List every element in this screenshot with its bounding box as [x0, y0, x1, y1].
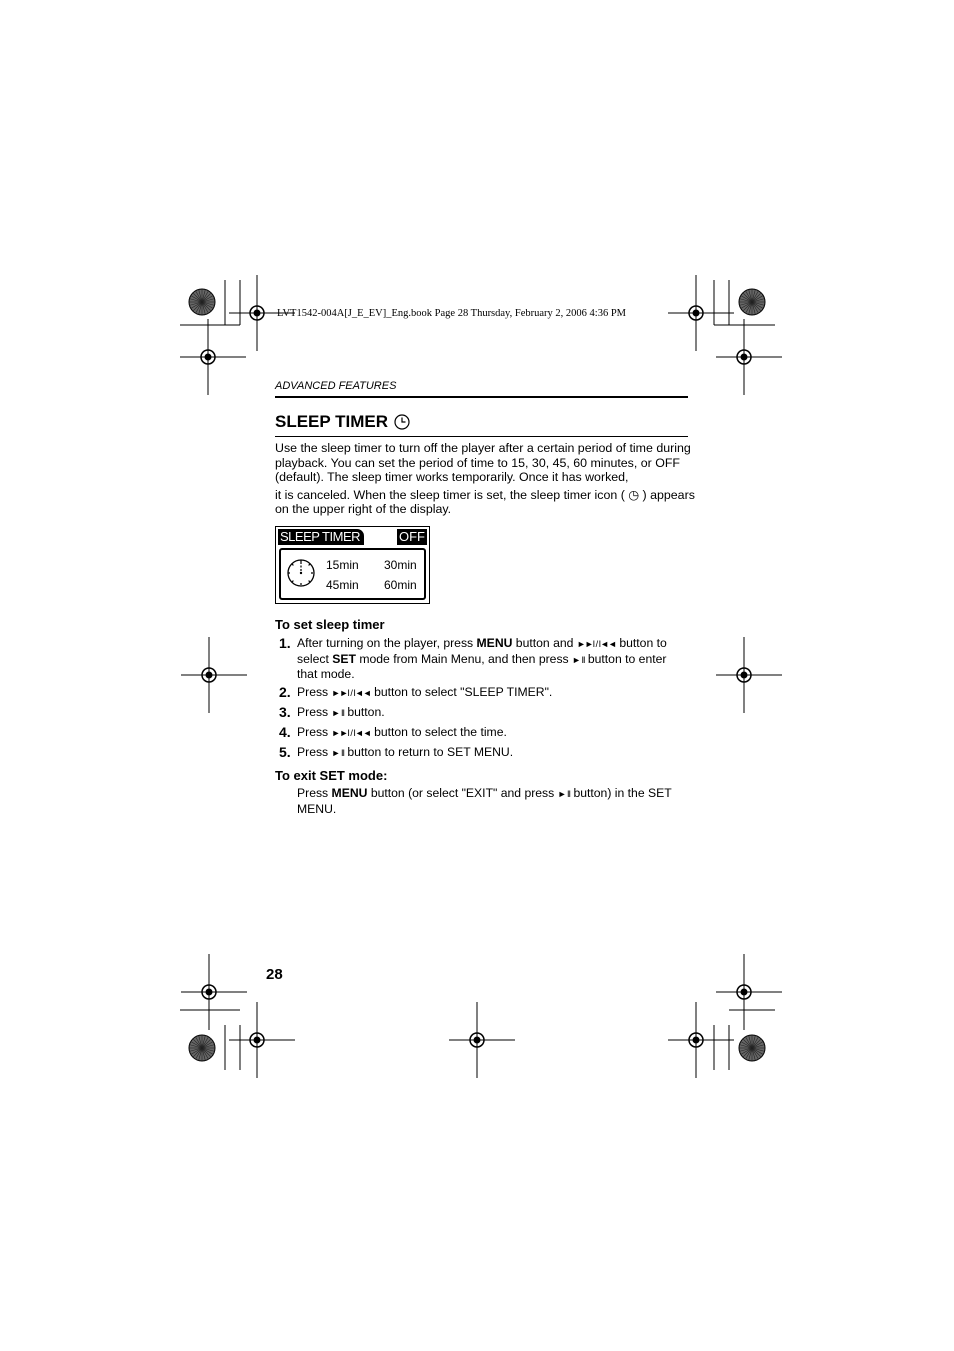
step-number: 4.	[279, 724, 291, 740]
set-heading: To set sleep timer	[275, 617, 385, 632]
button-symbol: ► II	[331, 708, 344, 718]
option-45min: 45min	[326, 578, 359, 592]
bold-term: SET	[332, 651, 356, 666]
text-segment: button to select	[297, 636, 667, 666]
registration-dot	[741, 989, 748, 996]
option-30min: 30min	[384, 558, 417, 572]
button-symbol: ►►I / I◄◄	[331, 728, 371, 738]
button-symbol: ► II	[331, 748, 344, 758]
registration-dot	[693, 310, 700, 317]
title-text: SLEEP TIMER	[275, 412, 389, 431]
text-segment: button to return to SET MENU.	[343, 745, 514, 759]
text-segment: Press	[297, 705, 332, 719]
step-text	[297, 705, 385, 721]
step-1	[279, 636, 689, 682]
text-segment: Press	[297, 786, 332, 800]
paragraph: it is canceled. When the sleep timer is set, the sleep timer icon ( ◷ ) appears on the upper right of the display.	[275, 487, 695, 517]
bold-term: MENU	[476, 636, 513, 650]
clock-icon	[394, 414, 410, 430]
step-3	[279, 705, 689, 721]
text-segment: Press	[297, 745, 332, 759]
exit-instructions	[297, 786, 687, 816]
text-segment: button (or select "EXIT" and press	[367, 786, 558, 800]
button-symbol: ►►I / I◄◄	[331, 688, 371, 698]
display-status: OFF	[399, 529, 425, 544]
registration-dot	[206, 672, 213, 679]
step-number: 5.	[279, 744, 291, 760]
step-2	[279, 685, 689, 701]
text-segment: button) in the SET MENU.	[297, 786, 672, 816]
step-text	[297, 725, 507, 741]
exit-heading: To exit SET mode:	[275, 768, 388, 783]
paragraph: Use the sleep timer to turn off the player after a certain period of time during playback. You can set the period of time to 15, 30, 45, 60 minutes, or OFF (default). The sleep timer works temporarily. Once it has worked,	[275, 441, 691, 485]
divider	[275, 396, 688, 398]
button-symbol: ► II	[572, 654, 585, 665]
divider	[275, 436, 688, 437]
clock-icon	[286, 558, 316, 588]
display-illustration	[275, 526, 430, 604]
text-segment: button.	[343, 705, 385, 719]
option-15min: 15min	[326, 558, 359, 572]
book-info-line: LVT1542-004A[J_E_EV]_Eng.book Page 28 Thursday, February 2, 2006 4:36 PM	[277, 308, 626, 319]
text-segment: Press	[297, 725, 332, 739]
text-segment: button and	[512, 636, 577, 650]
step-text	[297, 636, 689, 682]
registration-dot	[205, 354, 212, 361]
page-number: 28	[266, 966, 283, 983]
text-segment: button to enter that mode.	[297, 651, 667, 681]
step-number: 1.	[279, 635, 291, 651]
display-title: SLEEP TIMER	[278, 529, 364, 545]
display-panel	[279, 548, 426, 600]
page-title	[275, 412, 410, 432]
option-60min: 60min	[384, 578, 417, 592]
bold-term: MENU	[331, 786, 368, 800]
registration-dot	[741, 672, 748, 679]
registration-dot	[741, 354, 748, 361]
step-number: 2.	[279, 684, 291, 700]
step-text	[297, 745, 513, 761]
registration-dot	[254, 310, 261, 317]
text-segment: button to select the time.	[370, 725, 507, 739]
text-segment: mode from Main Menu, and then press	[355, 651, 573, 666]
registration-dot	[693, 1037, 700, 1044]
step-number: 3.	[279, 704, 291, 720]
text-segment: After turning on the player, press	[297, 636, 477, 650]
registration-dot	[206, 989, 213, 996]
section-label: ADVANCED FEATURES	[275, 380, 397, 392]
registration-dot	[254, 1037, 261, 1044]
button-symbol: ►►I / I◄◄	[576, 639, 616, 649]
text-segment: button to select "SLEEP TIMER".	[370, 685, 553, 699]
step-4	[279, 725, 689, 741]
step-5	[279, 745, 689, 761]
intro-text	[275, 441, 695, 517]
step-text	[297, 685, 552, 701]
registration-dot	[474, 1037, 481, 1044]
button-symbol: ► II	[557, 789, 571, 799]
text-segment: Press	[297, 685, 332, 699]
